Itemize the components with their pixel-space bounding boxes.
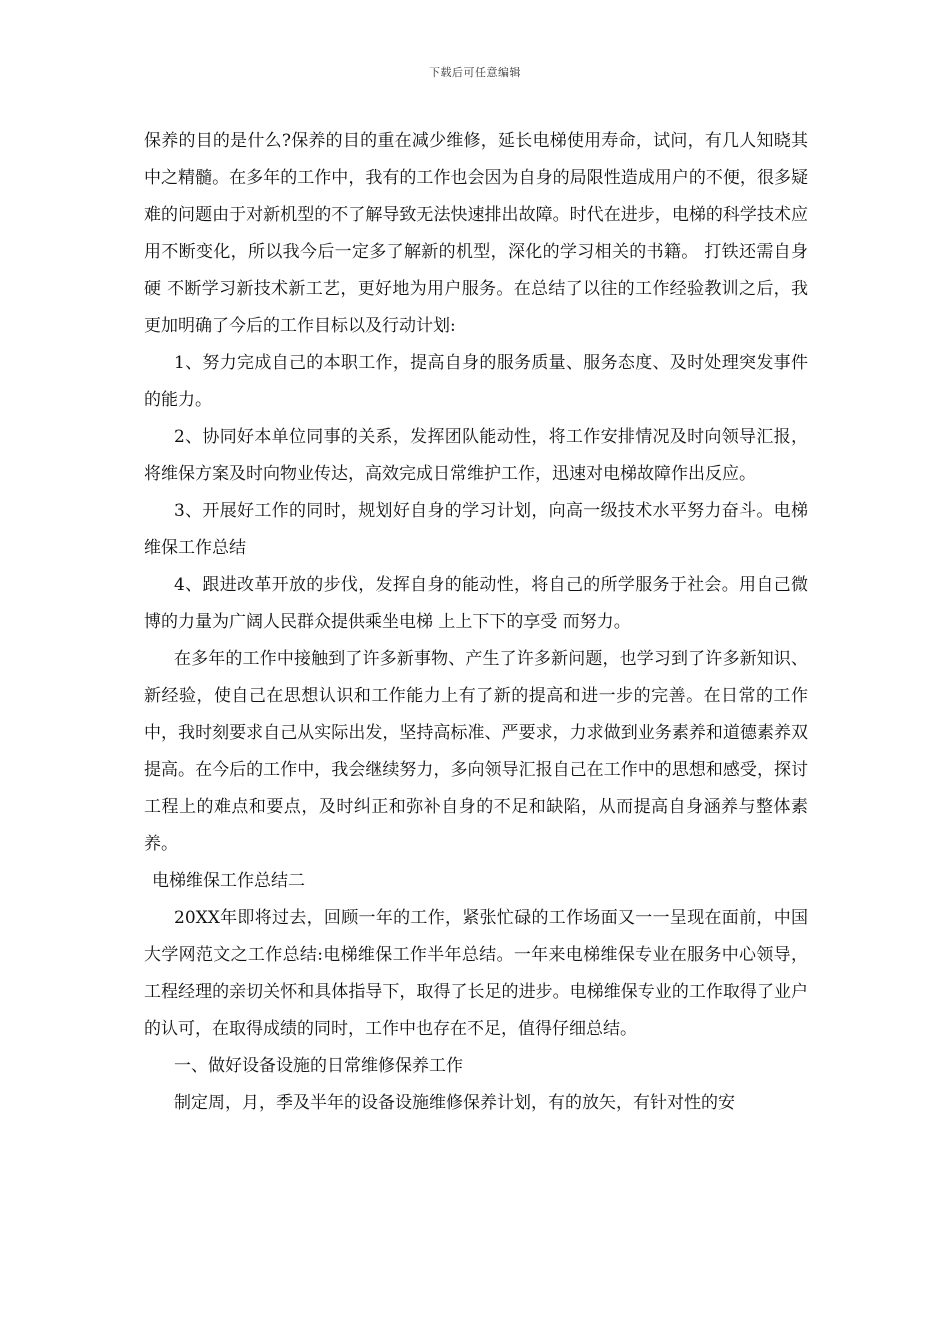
paragraph-plan-2: 2、协同好本单位同事的关系，发挥团队能动性，将工作安排情况及时向领导汇报，将维保方案及时向物业传达，高效完成日常维护工作，迅速对电梯故障作出反应。: [144, 427, 808, 484]
paragraph-plan-3: 3、开展好工作的同时，规划好自身的学习计划，向高一级技术水平努力奋斗。电梯维保工作总结: [144, 501, 808, 558]
document-body: [144, 123, 808, 1122]
paragraph-plan-4: 4、跟进改革开放的步伐，发挥自身的能动性，将自己的所学服务于社会。用自己微博的力量为广阔人民群众提供乘坐电梯 上上下下的享受 而努力。: [144, 575, 808, 632]
paragraph-year-review: 20XX年即将过去，回顾一年的工作，紧张忙碌的工作场面又一一呈现在面前，中国大学网范文之工作总结:电梯维保工作半年总结。一年来电梯维保专业在服务中心领导，工程经理的亲切关怀和具体指导下，取得了长足的进步。电梯维保专业的工作取得了业户的认可，在取得成绩的同时，工作中也存在不足，值得仔细总结。: [144, 908, 808, 1039]
paragraph-plan-1: 1、努力完成自己的本职工作，提高自身的服务质量、服务态度、及时处理突发事件的能力。: [144, 353, 808, 410]
page-header: 下载后可任意编辑: [429, 66, 521, 79]
paragraph-intro: 保养的目的是什么?保养的目的重在减少维修，延长电梯使用寿命，试问，有几人知晓其中之精髓。在多年的工作中，我有的工作也会因为自身的局限性造成用户的不便，很多疑难的问题由于对新机型的不了解导致无法快速排出故障。时代在进步，电梯的科学技术应用不断变化，所以我今后一定多了解新的机型，深化的学习相关的书籍。 打铁还需自身硬 不断学习新技术新工艺，更好地为用户服务。在总结了以往的工作经验教训之后，我更加明确了今后的工作目标以及行动计划:: [144, 131, 808, 336]
paragraph-reflection: 在多年的工作中接触到了许多新事物、产生了许多新问题，也学习到了许多新知识、新经验，使自己在思想认识和工作能力上有了新的提高和进一步的完善。在日常的工作中，我时刻要求自己从实际出发，坚持高标准、严要求，力求做到业务素养和道德素养双提高。在今后的工作中，我会继续努力，多向领导汇报自己在工作中的思想和感受，探讨工程上的难点和要点，及时纠正和弥补自身的不足和缺陷，从而提高自身涵养与整体素养。: [144, 649, 808, 854]
section-title-2: 电梯维保工作总结二: [152, 871, 305, 891]
paragraph-maintenance-plan: 制定周，月，季及半年的设备设施维修保养计划，有的放矢，有针对性的安: [174, 1093, 735, 1113]
heading-maintenance: 一、做好设备设施的日常维修保养工作: [174, 1056, 463, 1076]
